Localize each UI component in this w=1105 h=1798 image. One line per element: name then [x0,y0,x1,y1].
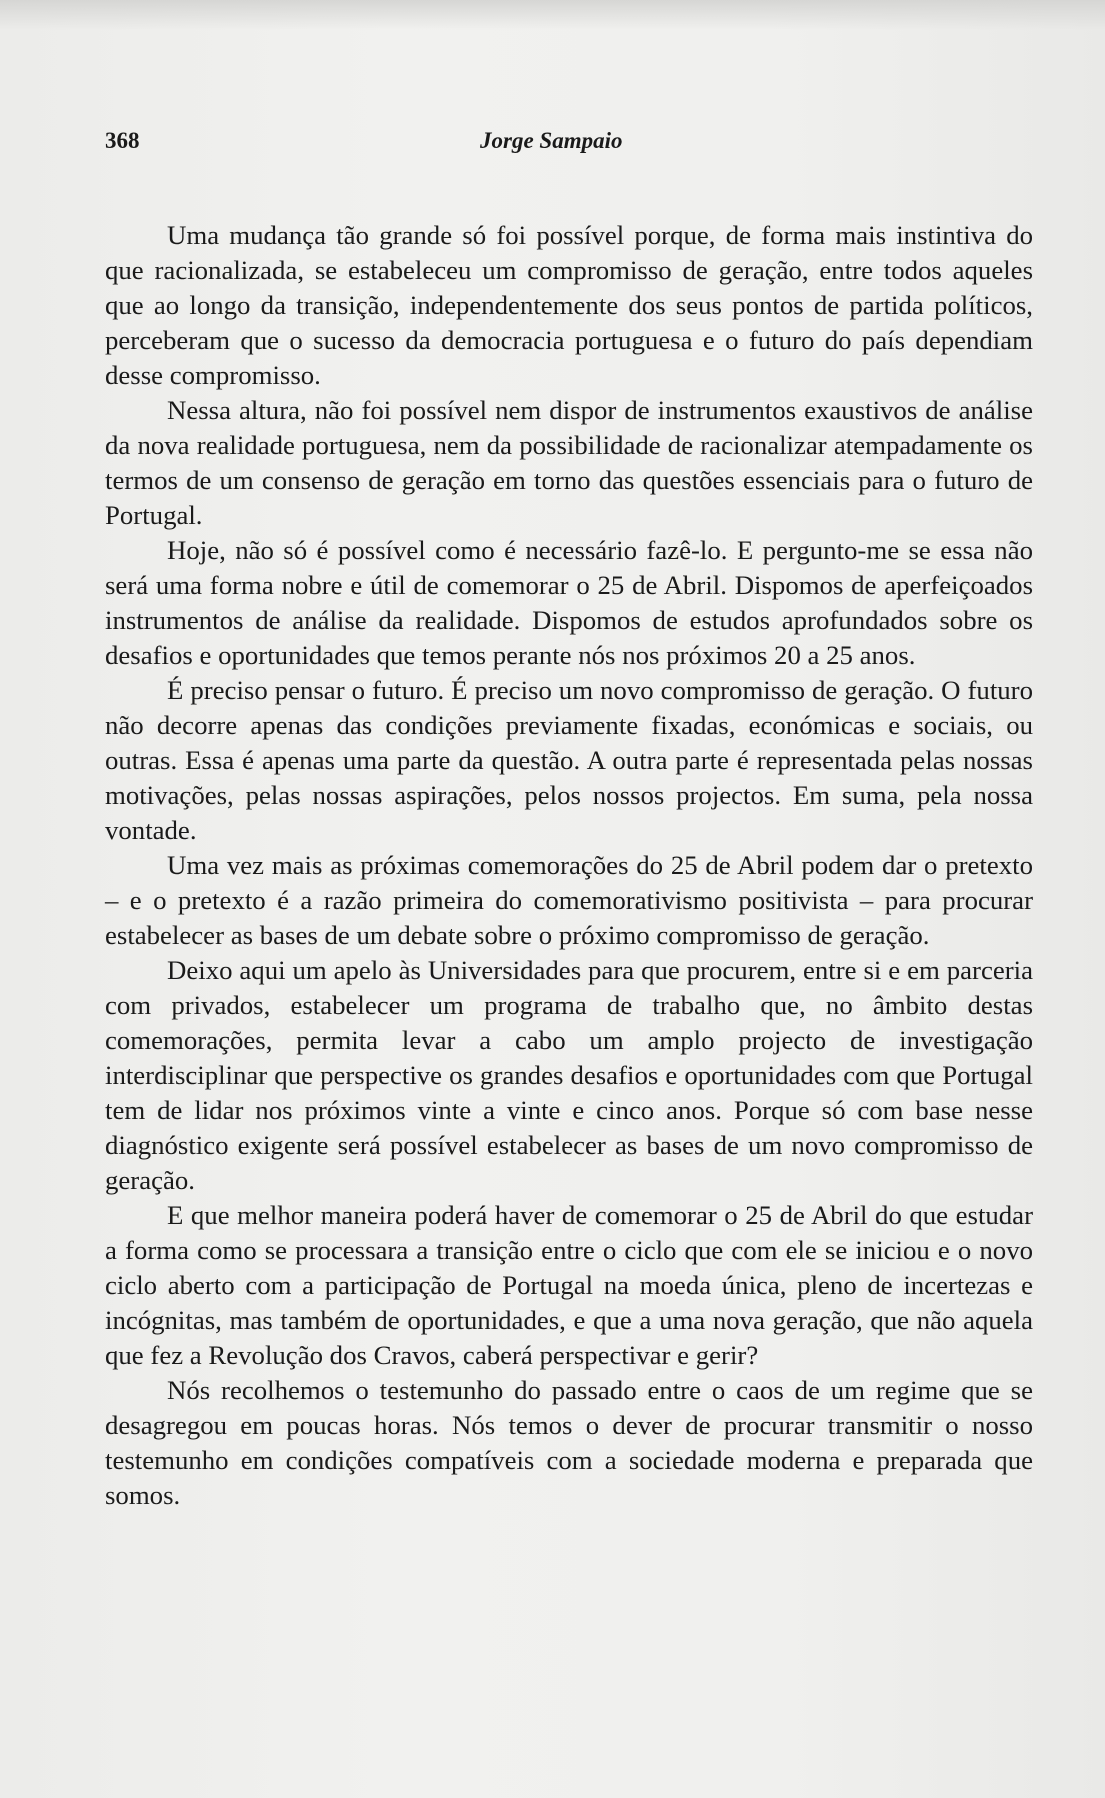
paragraph: Uma mudança tão grande só foi possível porque, de forma mais instintiva do que racionalizada, se estabeleceu um compromisso de geração, entre todos aqueles que ao longo da transição, independentemente dos seus pontos de partida políticos, perceberam que o sucesso da democracia portuguesa e o futuro do país dependiam desse compromisso. [105,220,1033,390]
running-head [105,128,1035,164]
paragraph: Nós recolhemos o testemunho do passado entre o caos de um regime que se desagregou em poucas horas. Nós temos o dever de procurar transmitir o nosso testemunho em condições compatíveis com a sociedade moderna e preparada que somos. [105,1375,1033,1510]
running-head-author: Jorge Sampaio [480,128,623,153]
body-text [105,218,1033,1513]
paragraph: E que melhor maneira poderá haver de comemorar o 25 de Abril do que estudar a forma como se processara a transição entre o ciclo que com ele se iniciou e o novo ciclo aberto com a participação de Portugal na moeda única, pleno de incertezas e incógnitas, mas também de oportunidades, e que a uma nova geração, que não aquela que fez a Revolução dos Cravos, caberá perspectivar e gerir? [105,1200,1033,1370]
paragraph: Uma vez mais as próximas comemorações do 25 de Abril podem dar o pretexto – e o pretexto é a razão primeira do comemorativismo positivista – para procurar estabelecer as bases de um debate sobre o próximo compromisso de geração. [105,850,1033,950]
scan-shadow [0,0,1105,30]
paragraph: Hoje, não só é possível como é necessário fazê-lo. E pergunto-me se essa não será uma forma nobre e útil de comemorar o 25 de Abril. Dispomos de aperfeiçoados instrumentos de análise da realidade. Dispomos de estudos aprofundados sobre os desafios e oportunidades que temos perante nós nos próximos 20 a 25 anos. [105,535,1033,670]
paragraph: Deixo aqui um apelo às Universidades para que procurem, entre si e em parceria com privados, estabelecer um programa de trabalho que, no âmbito destas comemorações, permita levar a cabo um amplo projecto de investigação interdisciplinar que perspective os grandes desafios e oportunidades com que Portugal tem de lidar nos próximos vinte a vinte e cinco anos. Porque só com base nesse diagnóstico exigente será possível estabelecer as bases de um novo compromisso de geração. [105,955,1033,1195]
paragraph: É preciso pensar o futuro. É preciso um novo compromisso de geração. O futuro não decorre apenas das condições previamente fixadas, económicas e sociais, ou outras. Essa é apenas uma parte da questão. A outra parte é representada pelas nossas motivações, pelas nossas aspirações, pelos nossos projectos. Em suma, pela nossa vontade. [105,675,1033,845]
paragraph: Nessa altura, não foi possível nem dispor de instrumentos exaustivos de análise da nova realidade portuguesa, nem da possibilidade de racionalizar atempadamente os termos de um consenso de geração em torno das questões essenciais para o futuro de Portugal. [105,395,1033,530]
page-number: 368 [105,128,140,153]
